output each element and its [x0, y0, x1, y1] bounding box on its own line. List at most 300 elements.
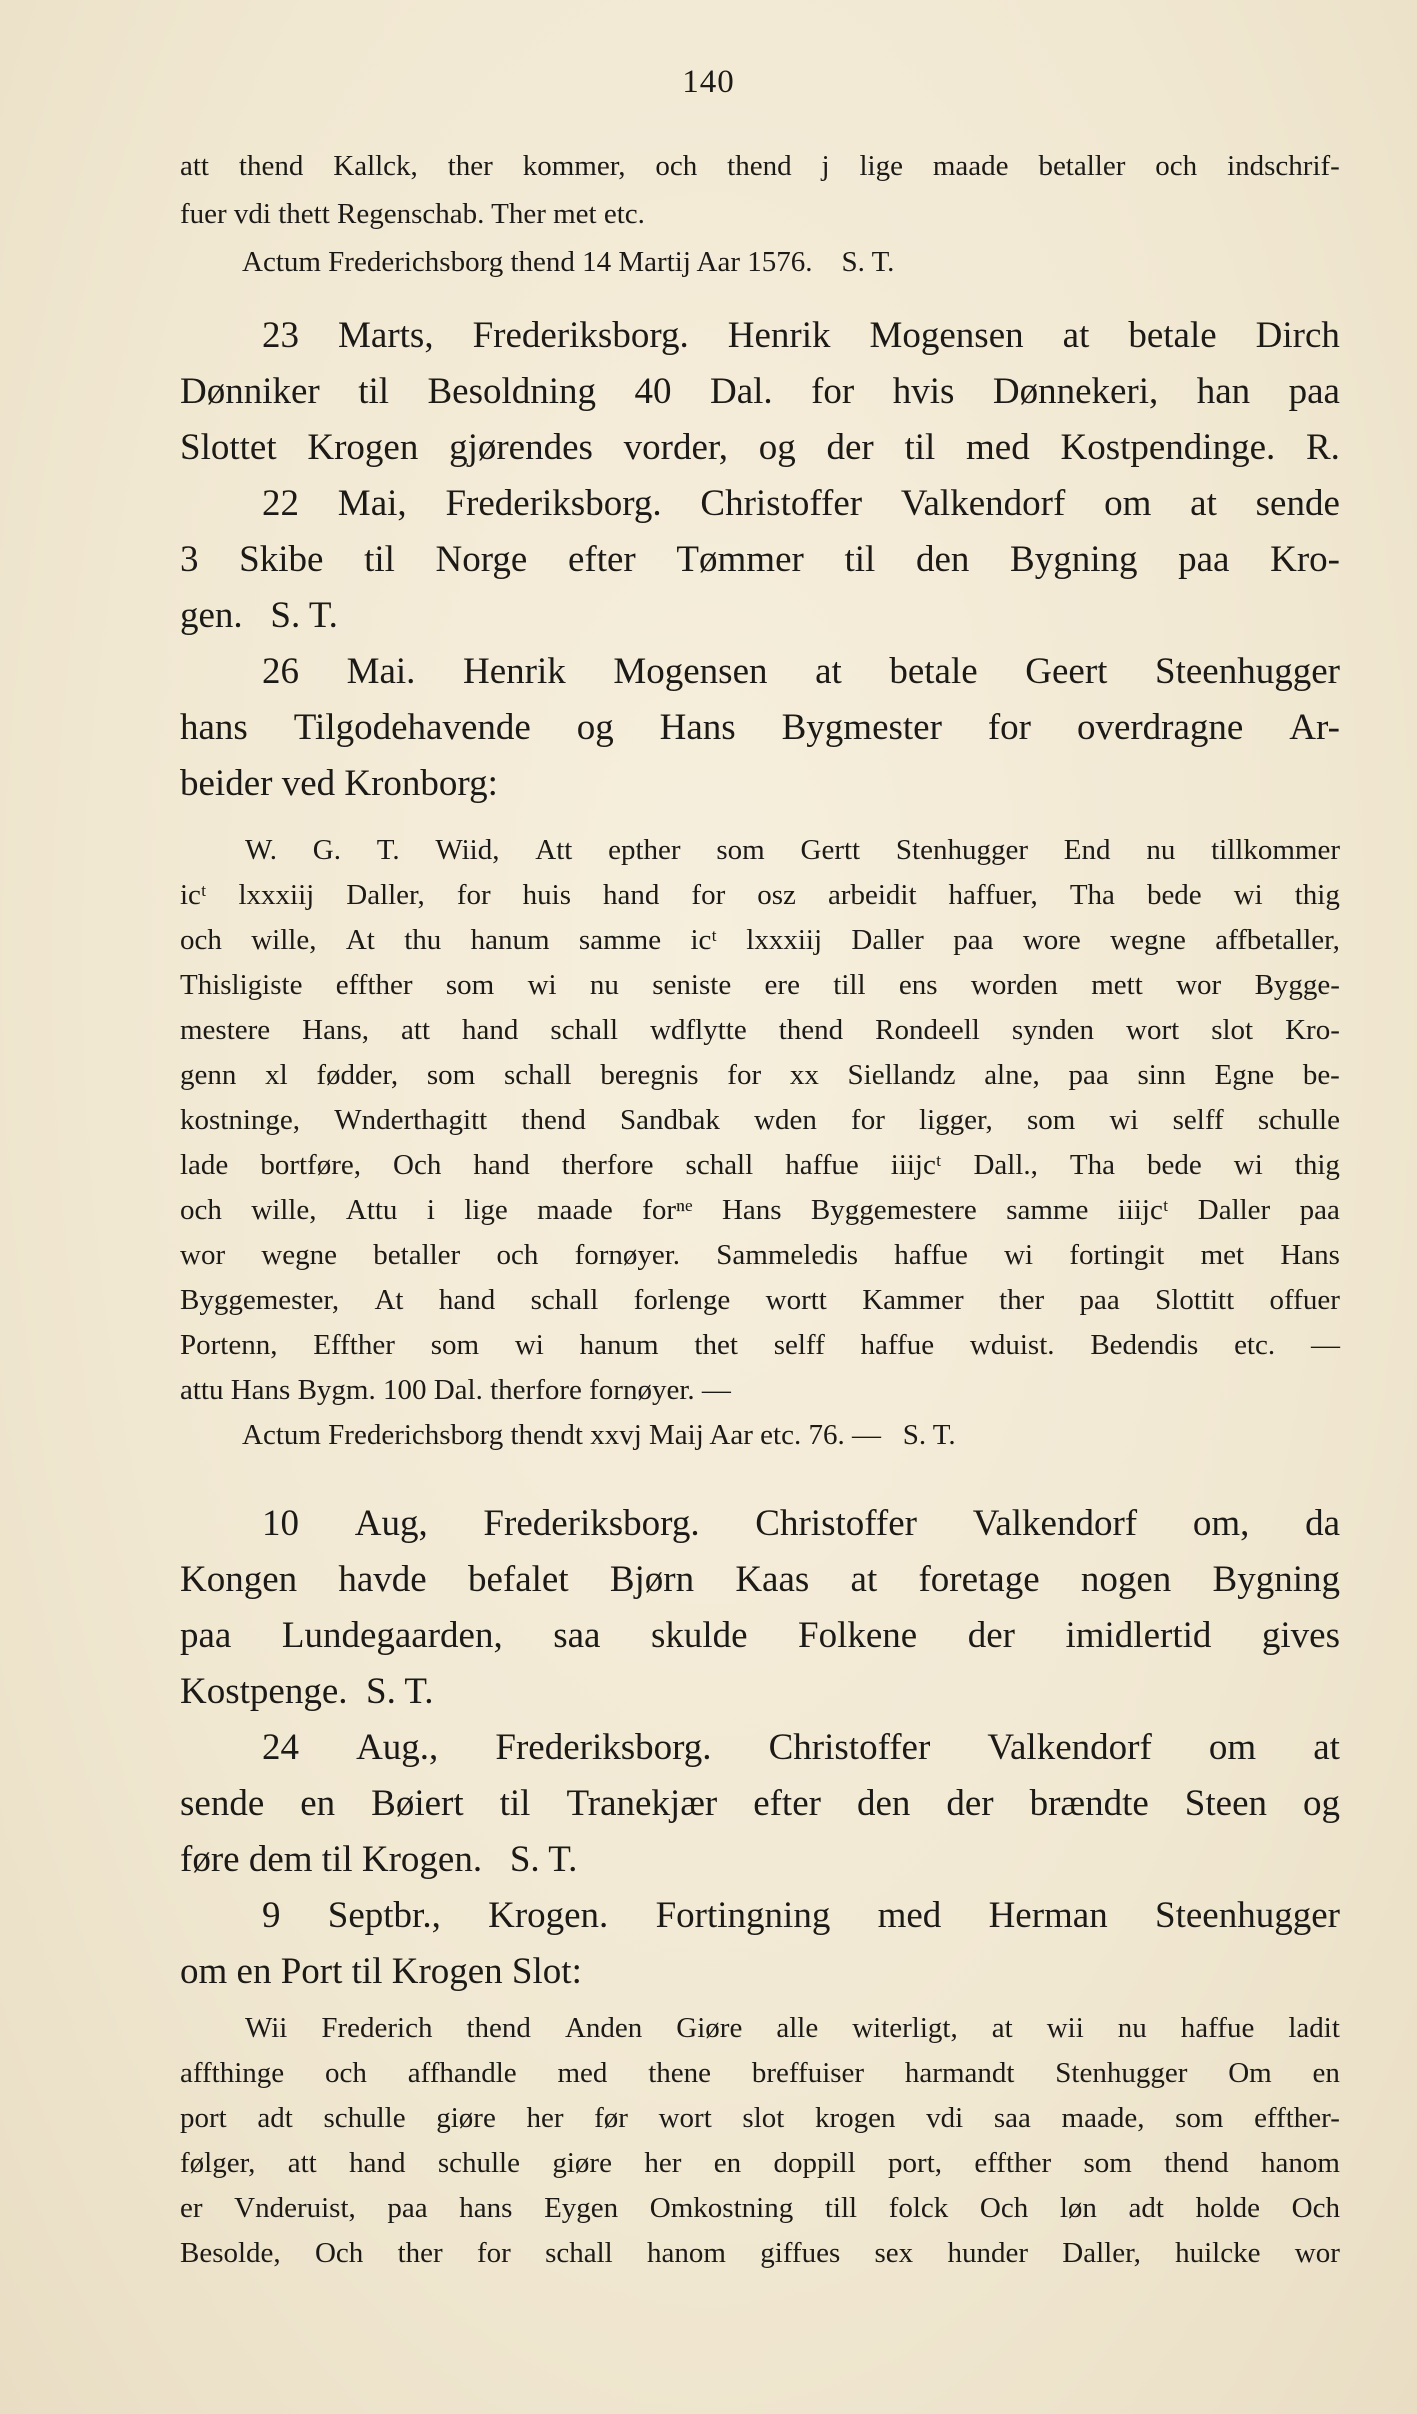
word: som	[1083, 2147, 1132, 2179]
word: och	[180, 924, 222, 956]
word: nu	[589, 969, 619, 1001]
word: Valkendorf	[900, 483, 1066, 524]
word: att	[287, 2147, 317, 2179]
text-line	[180, 924, 1340, 957]
text-line	[262, 650, 1340, 693]
word: wden	[754, 1104, 817, 1136]
word: Omkostning	[649, 2192, 794, 2224]
text-line: Actum Frederichsborg thend 14 Martij Aar 1576. S. T.	[242, 246, 895, 278]
word: att	[180, 150, 209, 182]
word: thend	[727, 150, 792, 182]
word: wi	[1233, 879, 1263, 911]
text-line: om en Port til Krogen Slot:	[180, 1951, 582, 1992]
word: giøre	[552, 2147, 612, 2179]
word: maade,	[1061, 2102, 1145, 2134]
word: Bygmester	[781, 707, 942, 748]
word: maade	[932, 150, 1009, 182]
word: for	[987, 707, 1032, 748]
text-line	[180, 1329, 1340, 1362]
word: Henrik	[463, 651, 566, 692]
word: ther	[397, 2237, 443, 2269]
word: tillkommer	[1211, 834, 1340, 866]
word: Bygge-	[1254, 969, 1340, 1001]
word: schall	[545, 2237, 613, 2269]
word: schulle	[323, 2102, 406, 2134]
word: och	[655, 150, 698, 182]
word: til	[499, 1783, 531, 1824]
word: skulde	[650, 1615, 748, 1656]
word: om	[1104, 483, 1152, 524]
word: wor	[1294, 2237, 1340, 2269]
word: witerligt,	[852, 2012, 958, 2044]
word: med	[966, 427, 1030, 468]
word: som	[445, 969, 495, 1001]
word: der	[967, 1615, 1015, 1656]
word: Bedendis	[1090, 1329, 1199, 1361]
word: wii	[1046, 2012, 1084, 2044]
word: 10	[262, 1503, 299, 1544]
word: bede	[1146, 879, 1202, 911]
word: wore	[1022, 924, 1081, 956]
word: Frederiksborg.	[495, 1727, 712, 1768]
word: thene	[648, 2057, 712, 2089]
word: Aug.,	[356, 1727, 439, 1768]
word: Bygning	[1010, 539, 1138, 580]
word: vorder,	[623, 427, 728, 468]
text-line	[180, 706, 1340, 749]
text-line	[180, 1014, 1340, 1047]
word: Tranekjær	[566, 1783, 718, 1824]
word: Kro-	[1270, 539, 1340, 580]
word: thend	[1164, 2147, 1229, 2179]
word: sex	[874, 2237, 914, 2269]
word: adt	[1128, 2192, 1164, 2224]
word: at	[1313, 1727, 1340, 1768]
word: Hans	[1280, 1239, 1340, 1271]
word: Och	[393, 1149, 442, 1181]
word: samme	[1006, 1194, 1089, 1226]
word: ther	[447, 150, 493, 182]
word: før	[594, 2102, 628, 2134]
word: arbeidit	[827, 879, 917, 911]
text-line: attu Hans Bygm. 100 Dal. therfore fornøyer. —	[180, 1374, 731, 1406]
word: paa	[1288, 371, 1340, 412]
word: Krogen	[307, 427, 419, 468]
word: W.	[245, 834, 277, 866]
word: Christoffer	[768, 1727, 931, 1768]
word: haffue	[894, 1239, 968, 1271]
word: huilcke	[1175, 2237, 1261, 2269]
word: hunder	[947, 2237, 1028, 2269]
text-line	[180, 1194, 1340, 1227]
word: Kostpendinge.	[1060, 427, 1276, 468]
word: for	[456, 879, 491, 911]
word: xx	[789, 1059, 819, 1091]
word: paa	[387, 2192, 428, 2224]
word: Daller	[851, 924, 924, 956]
word: alne,	[984, 1059, 1040, 1091]
word: Herman	[988, 1895, 1108, 1936]
word: fødder,	[316, 1059, 399, 1091]
text-line	[180, 879, 1340, 912]
word: han	[1196, 371, 1251, 412]
word: maade	[537, 1194, 613, 1226]
word: 24	[262, 1727, 299, 1768]
word: Mogensen	[613, 651, 768, 692]
word: til	[904, 427, 936, 468]
word: for	[851, 1104, 885, 1136]
word: Steenhugger	[1155, 651, 1340, 692]
text-line	[180, 1059, 1340, 1092]
word: End	[1063, 834, 1111, 866]
word: 40	[634, 371, 672, 412]
word: paa	[1079, 1284, 1120, 1316]
word: efter	[753, 1783, 821, 1824]
word: vdi	[926, 2102, 964, 2134]
word: Effther	[313, 1329, 395, 1361]
word: Anden	[564, 2012, 643, 2044]
word: At	[374, 1284, 404, 1316]
text-line	[180, 2057, 1340, 2090]
word: thig	[1294, 1149, 1340, 1181]
word: slot	[1211, 1014, 1254, 1046]
text-line	[180, 1558, 1340, 1601]
word: synden	[1011, 1014, 1095, 1046]
word: som	[426, 1059, 476, 1091]
text-line: beider ved Kronborg:	[180, 763, 498, 804]
word: epther	[608, 834, 681, 866]
word: Krogen.	[488, 1895, 609, 1936]
word: lade	[180, 1149, 229, 1181]
word: wort	[658, 2102, 712, 2134]
word: Och	[314, 2237, 364, 2269]
word: Hans	[659, 707, 736, 748]
word: paa	[180, 1615, 232, 1656]
word: paa	[1068, 1059, 1109, 1091]
text-line	[180, 426, 1340, 469]
word: Tømmer	[676, 539, 804, 580]
word: da	[1305, 1503, 1340, 1544]
word: wdflytte	[650, 1014, 747, 1046]
word: den	[915, 539, 970, 580]
word: genn	[180, 1059, 237, 1091]
word: giffues	[760, 2237, 841, 2269]
word: at	[815, 651, 842, 692]
word: thet	[694, 1329, 738, 1361]
word: nu	[1117, 2012, 1147, 2044]
word: Steenhugger	[1155, 1895, 1340, 1936]
word: Aug,	[354, 1503, 428, 1544]
word: Christoffer	[700, 483, 863, 524]
word: nogen	[1080, 1559, 1172, 1600]
word: Vnderuist,	[234, 2192, 356, 2224]
word: for	[691, 879, 726, 911]
word: Valkendorf	[972, 1503, 1138, 1544]
word: Mai.	[346, 651, 416, 692]
word: haffue	[785, 1149, 859, 1181]
word: harmandt	[904, 2057, 1015, 2089]
word: den	[856, 1783, 911, 1824]
word: schall	[530, 1284, 599, 1316]
word: Frederiksborg.	[483, 1503, 700, 1544]
word: wortt	[765, 1284, 827, 1316]
word: Fortingning	[655, 1895, 831, 1936]
word: Sandbak	[620, 1104, 720, 1136]
word: hand	[349, 2147, 406, 2179]
word: affthinge	[180, 2057, 285, 2089]
word: saa	[553, 1615, 601, 1656]
word: der	[826, 427, 874, 468]
word: effther	[974, 2147, 1052, 2179]
word: Frederiksborg.	[445, 483, 662, 524]
word: At	[345, 924, 375, 956]
word: Kro-	[1285, 1014, 1340, 1046]
text-line	[245, 2012, 1340, 2045]
word: icᵗ	[690, 924, 717, 956]
word: thu	[404, 924, 442, 956]
word: til	[844, 539, 876, 580]
word: Tha	[1069, 1149, 1115, 1181]
word: bede	[1147, 1149, 1202, 1181]
word: her	[526, 2102, 564, 2134]
word: nu	[1146, 834, 1176, 866]
word: Bjørn	[609, 1559, 695, 1600]
word: port,	[888, 2147, 943, 2179]
word: Gertt	[800, 834, 861, 866]
word: wille,	[251, 1194, 317, 1226]
word: selff	[773, 1329, 825, 1361]
word: betaller	[373, 1239, 461, 1271]
word: hand	[438, 1284, 496, 1316]
word: foretage	[918, 1559, 1040, 1600]
word: Dønnekeri,	[992, 371, 1159, 412]
word: wi	[514, 1329, 544, 1361]
word: hanom	[1261, 2147, 1340, 2179]
word: som	[1175, 2102, 1224, 2134]
word: sende	[1255, 483, 1340, 524]
word: kostninge,	[180, 1104, 301, 1136]
word: osz	[757, 879, 796, 911]
word: hanom	[647, 2237, 726, 2269]
text-line	[262, 314, 1340, 357]
word: sende	[180, 1783, 265, 1824]
word: Wiid,	[435, 834, 500, 866]
text-line	[180, 1239, 1340, 1272]
word: gjørendes	[449, 427, 593, 468]
word: imidlertid	[1065, 1615, 1212, 1656]
text-line	[180, 370, 1340, 413]
word: Dønniker	[180, 371, 320, 412]
word: schall	[503, 1059, 572, 1091]
word: ladit	[1288, 2012, 1340, 2044]
word: betale	[889, 651, 978, 692]
word: offuer	[1269, 1284, 1340, 1316]
word: gives	[1261, 1615, 1340, 1656]
word: paa	[953, 924, 994, 956]
word: Eygen	[544, 2192, 619, 2224]
word: til	[358, 371, 390, 412]
word: seniste	[652, 969, 732, 1001]
word: schulle	[437, 2147, 520, 2179]
word: paa	[1178, 539, 1230, 580]
word: Septbr.,	[327, 1895, 441, 1936]
word: om,	[1192, 1503, 1250, 1544]
word: Geert	[1025, 651, 1108, 692]
word: Norge	[435, 539, 528, 580]
word: Mai,	[337, 483, 407, 524]
word: Byggemester,	[180, 1284, 340, 1316]
word: Kaas	[735, 1559, 810, 1600]
word: samme	[578, 924, 662, 956]
word: Ar-	[1289, 707, 1340, 748]
word: at	[991, 2012, 1013, 2044]
word: etc.	[1234, 1329, 1276, 1361]
word: Daller	[1197, 1194, 1271, 1226]
word: wi	[1004, 1239, 1034, 1271]
word: og	[576, 707, 614, 748]
word: alle	[776, 2012, 819, 2044]
word: Dirch	[1255, 315, 1340, 356]
word: at	[1062, 315, 1090, 356]
word: Byggemestere	[810, 1194, 977, 1226]
word: lige	[859, 150, 903, 182]
word: her	[644, 2147, 682, 2179]
word: schulle	[1257, 1104, 1340, 1136]
word: Besolde,	[180, 2237, 281, 2269]
word: sinn	[1137, 1059, 1186, 1091]
word: effther-	[1254, 2102, 1340, 2134]
word: 23	[262, 315, 299, 356]
word: Siellandz	[847, 1059, 956, 1091]
word: wi	[1109, 1104, 1139, 1136]
word: Lundegaarden,	[281, 1615, 503, 1656]
text-line: Actum Frederichsborg thendt xxvj Maij Aar etc. 76. — S. T.	[242, 1419, 956, 1451]
word: Frederich	[321, 2012, 433, 2044]
word: j	[821, 150, 830, 182]
word: Attu	[345, 1194, 398, 1226]
word: en	[1312, 2057, 1340, 2089]
word: Stenhugger	[895, 834, 1028, 866]
text-line: fuer vdi thett Regenschab. Ther met etc.	[180, 198, 645, 230]
word: Portenn,	[180, 1329, 278, 1361]
word: Kallck,	[333, 150, 418, 182]
word: Folkene	[798, 1615, 918, 1656]
word: Dall.,	[973, 1149, 1038, 1181]
word: indschrif-	[1227, 150, 1340, 182]
word: med	[557, 2057, 608, 2089]
word: saa	[993, 2102, 1031, 2134]
word: ther	[999, 1284, 1045, 1316]
text-line	[180, 1104, 1340, 1137]
word: Tha	[1069, 879, 1115, 911]
text-line: Kostpenge. S. T.	[180, 1671, 434, 1712]
word: lxxxiij	[746, 924, 823, 956]
word: bortføre,	[260, 1149, 361, 1181]
word: 9	[262, 1895, 281, 1936]
word: hand	[473, 1149, 530, 1181]
word: breffuiser	[751, 2057, 865, 2089]
word: wegne	[1110, 924, 1186, 956]
word: Att	[535, 834, 573, 866]
word: ens	[898, 969, 938, 1001]
word: Kammer	[862, 1284, 964, 1316]
word: hand	[462, 1014, 519, 1046]
word: thend	[521, 1104, 586, 1136]
text-line: føre dem til Krogen. S. T.	[180, 1839, 578, 1880]
word: huis	[522, 879, 571, 911]
word: Och	[1291, 2192, 1340, 2224]
word: till	[833, 969, 866, 1001]
word: Och	[979, 2192, 1029, 2224]
word: wor	[1176, 969, 1222, 1001]
word: Steen	[1184, 1783, 1267, 1824]
word: hand	[603, 879, 660, 911]
word: met	[1200, 1239, 1245, 1271]
word: hvis	[892, 371, 955, 412]
word: adt	[257, 2102, 293, 2134]
word: og	[758, 427, 796, 468]
word: med	[877, 1895, 942, 1936]
word: betale	[1128, 315, 1217, 356]
word: Stenhugger	[1055, 2057, 1188, 2089]
word: mett	[1091, 969, 1143, 1001]
word: 22	[262, 483, 299, 524]
word: som	[1026, 1104, 1076, 1136]
word: haffuer,	[948, 879, 1038, 911]
word: at	[850, 1559, 878, 1600]
word: Rondeell	[875, 1014, 980, 1046]
word: som	[716, 834, 765, 866]
text-line	[262, 1502, 1340, 1545]
text-line	[180, 150, 1340, 183]
word: Giøre	[676, 2012, 743, 2044]
word: hanum	[470, 924, 550, 956]
text-line	[180, 2192, 1340, 2225]
word: be-	[1302, 1059, 1340, 1091]
word: lxxxiij	[238, 879, 315, 911]
text-line	[180, 969, 1340, 1002]
word: wort	[1126, 1014, 1180, 1046]
word: Marts,	[338, 315, 434, 356]
word: icᵗ	[180, 879, 207, 911]
word: Om	[1228, 2057, 1272, 2089]
word: —	[1310, 1329, 1340, 1361]
word: giøre	[436, 2102, 496, 2134]
word: havde	[338, 1559, 427, 1600]
word: følger,	[180, 2147, 256, 2179]
text-line	[245, 834, 1340, 867]
page-number: 140	[682, 64, 735, 100]
word: Frederiksborg.	[472, 315, 689, 356]
word: och	[324, 2057, 367, 2089]
word: en	[300, 1783, 336, 1824]
word: for	[727, 1059, 762, 1091]
word: och	[496, 1239, 539, 1271]
word: selff	[1172, 1104, 1224, 1136]
word: xl	[265, 1059, 288, 1091]
word: i	[426, 1194, 435, 1226]
word: 26	[262, 651, 299, 692]
word: thig	[1294, 879, 1340, 911]
word: worden	[970, 969, 1058, 1001]
word: og	[1302, 1783, 1340, 1824]
text-line	[262, 482, 1340, 525]
word: paa	[1299, 1194, 1340, 1226]
word: hans	[459, 2192, 513, 2224]
text-line	[180, 1149, 1340, 1182]
word: Wii	[245, 2012, 288, 2044]
word: Henrik	[727, 315, 831, 356]
